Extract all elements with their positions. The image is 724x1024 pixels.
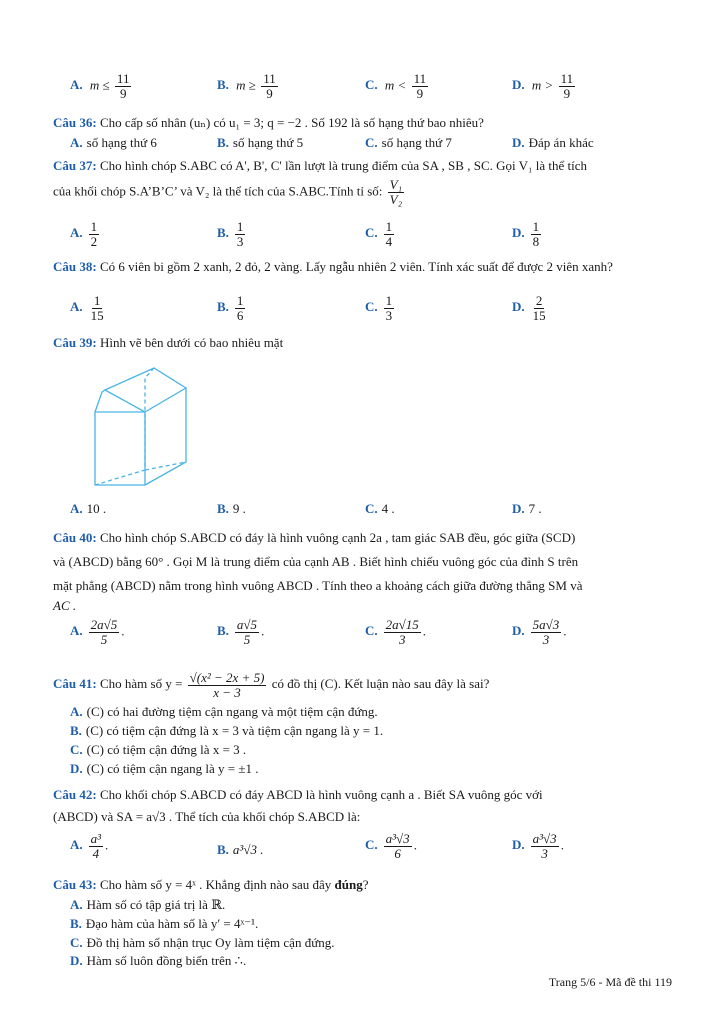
- front-face: [95, 412, 145, 485]
- q36-stem: Câu 36: Cho cấp số nhân (uₙ) có u₁ = 3; q = −2 . Số 192 là số hạng thứ bao nhiêu?: [53, 115, 484, 130]
- q41-stem: Câu 41: Cho hàm số y = $\frac{\text{√(x² − 2x + 5)}}{x - 3}$ có đồ thị (C). Kết luận nào sau đây là sai?: [53, 669, 490, 700]
- q36-option-a: A. số hạng thứ 6: [70, 135, 157, 150]
- q38-option-c: C. $\frac{1}{3}$: [365, 293, 393, 323]
- q38-option-d: D. $\frac{2}{15}$: [512, 293, 546, 323]
- q37-stem: Câu 37: Cho hình chóp S.ABC có A', B', C' lần lượt là trung điểm của SA , SB , SC. Gọi V₁ là thể tích: [53, 158, 588, 173]
- q42-option-c: C. $\frac{\text{a³√3}}{6}$ .: [365, 831, 417, 861]
- q40-stem-line2: và (ABCD) bằng 60° . Gọi M là trung điểm của cạnh AB . Biết hình chiếu vuông góc của đỉnh S trên: [53, 554, 579, 569]
- q39-option-b: B. 9 .: [217, 501, 246, 516]
- q37-stem-line2: của khối chóp S.A’B’C’ và V₂ là thể tích của S.ABC.Tính tỉ số: $\frac{\text{V₁}}{\text{V₂}}$: [53, 177, 403, 207]
- q38-options: [0, 292, 724, 332]
- q41-option-c: C. (C) có tiệm cận đứng là x = 3 .: [70, 742, 247, 757]
- q40-stem-line4: AC .: [53, 598, 77, 613]
- q39-option-c: C. 4 .: [365, 501, 395, 516]
- right-face: [145, 388, 186, 485]
- q40-option-c: C. $\frac{2a√15}{3}$ .: [365, 617, 427, 647]
- q40-stem: Câu 40: Cho hình chóp S.ABCD có đáy là hình vuông cạnh 2a , tam giác SAB đều, góc giữa (SCD): [53, 530, 576, 545]
- q35-options: [0, 68, 724, 108]
- q37-ratio: $\frac{\text{V₁}}{\text{V₂}}$: [389, 177, 403, 207]
- q37-options: [0, 218, 724, 258]
- q39-option-a: A. 10 .: [70, 501, 107, 516]
- q43-option-a: A. Hàm số có tập giá trị là ℝ.: [70, 897, 226, 912]
- q35-option-b: B. m ≥ $\frac{11}{9}$: [217, 71, 276, 101]
- top-face: [95, 368, 186, 412]
- q42-option-b: B. a³√3 .: [217, 842, 264, 857]
- q42-stem: Câu 42: Cho khối chóp S.ABCD có đáy ABCD là hình vuông cạnh a . Biết SA vuông góc với: [53, 787, 543, 802]
- q41-option-b: B. (C) có tiệm cận đứng là x = 3 và tiệm cận ngang là y = 1.: [70, 723, 384, 738]
- q40-option-b: B. $\frac{a√5}{5}$ .: [217, 617, 265, 647]
- q37-option-b: B. $\frac{1}{3}$: [217, 219, 244, 249]
- q42-options: [0, 830, 724, 870]
- q42-option-d: D. $\frac{\text{a³√3}}{3}$ .: [512, 831, 564, 861]
- q37-option-c: C. $\frac{1}{4}$: [365, 219, 393, 249]
- q40-options: [0, 616, 724, 656]
- q43-option-d: D. Hàm số luôn đồng biến trên ∴.: [70, 953, 247, 968]
- q39-option-d: D. 7 .: [512, 501, 542, 516]
- top-cut-edge: [105, 390, 145, 412]
- q38-option-b: B. $\frac{1}{6}$: [217, 293, 244, 323]
- q38-option-a: A. $\frac{1}{15}$: [70, 293, 104, 323]
- q38-stem: Câu 38: Có 6 viên bi gồm 2 xanh, 2 đỏ, 2 vàng. Lấy ngẫu nhiên 2 viên. Tính xác suất để được 2 viên xanh?: [53, 259, 613, 274]
- q43-option-b: B. Đạo hàm của hàm số là y′ = 4ˣ⁻¹.: [70, 916, 259, 931]
- q36-option-b: B. số hạng thứ 5: [217, 135, 304, 150]
- q40-stem-line3: mặt phẳng (ABCD) nằm trong hình vuông ABCD . Tính theo a khoảng cách giữa đường thẳng SM và: [53, 578, 583, 593]
- q37-option-d: D. $\frac{1}{8}$: [512, 219, 540, 249]
- q39-options: [0, 501, 724, 521]
- q43-option-c: C. Đồ thị hàm số nhận trục Oy làm tiệm cận đứng.: [70, 935, 335, 950]
- q41-function: $\frac{\text{√(x² − 2x + 5)}}{x - 3}$: [189, 669, 265, 700]
- q42-option-a: A. $\frac{\text{a³}}{4}$ .: [70, 831, 109, 861]
- q40-option-d: D. $\frac{5a√3}{3}$ .: [512, 617, 567, 647]
- hidden-edges: [95, 368, 186, 485]
- q36-option-c: C. số hạng thứ 7: [365, 135, 452, 150]
- q39-stem: Câu 39: Hình vẽ bên dưới có bao nhiêu mặt: [53, 335, 284, 350]
- q36-option-d: D. Đáp án khác: [512, 135, 594, 150]
- q35-option-a: A. m ≤ $\frac{11}{9}$: [70, 71, 130, 101]
- q43-stem: Câu 43: Cho hàm số y = 4ˣ . Khẳng định nào sau đây đúng?: [53, 877, 369, 892]
- q36-options: [0, 135, 724, 155]
- q35-option-c: C. m < $\frac{11}{9}$: [365, 71, 427, 101]
- q39-polyhedron-figure: [88, 360, 228, 492]
- q40-option-a: A. $\frac{2a√5}{5}$ .: [70, 617, 125, 647]
- q37-option-a: A. $\frac{1}{2}$: [70, 219, 98, 249]
- q41-option-a: A. (C) có hai đường tiệm cận ngang và một tiệm cận đứng.: [70, 704, 378, 719]
- q42-stem-line2: (ABCD) và SA = a√3 . Thể tích của khối chóp S.ABCD là:: [53, 809, 361, 824]
- q41-option-d: D. (C) có tiệm cận ngang là y = ±1 .: [70, 761, 259, 776]
- page-footer: Trang 5/6 - Mã đề thi 119: [548, 975, 672, 989]
- q35-option-d: D. m > $\frac{11}{9}$: [512, 71, 574, 101]
